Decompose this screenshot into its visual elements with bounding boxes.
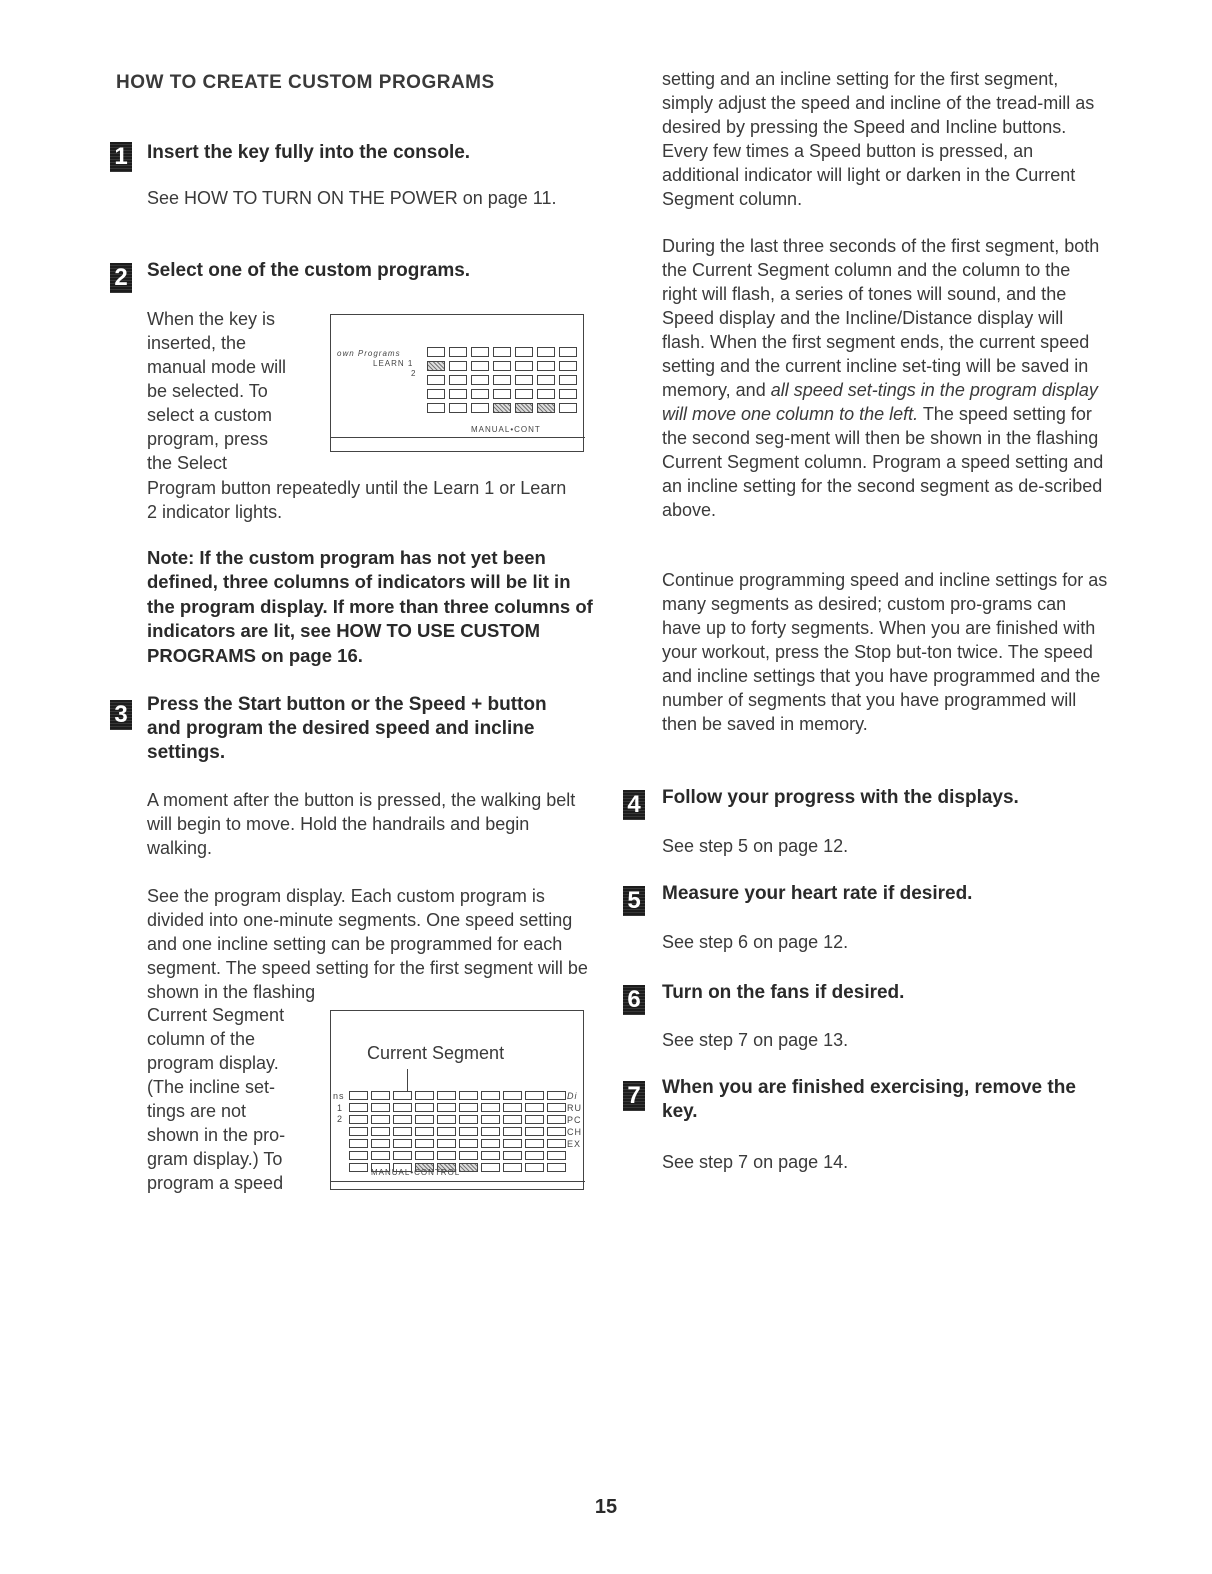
- indicator-cell: [503, 1139, 522, 1148]
- indicator-cell: [449, 403, 467, 413]
- side-right-label-2: RU: [567, 1103, 582, 1113]
- indicator-cell: [349, 1151, 368, 1160]
- step-2-line: inserted, the: [147, 333, 247, 353]
- indicator-cell: [547, 1091, 566, 1100]
- right-para-2-italic: all speed set-tings in the program display will move one column to the left.: [662, 380, 1098, 424]
- indicator-cell: [415, 1091, 434, 1100]
- step-5-body: See step 6 on page 12.: [662, 932, 849, 952]
- indicator-cell: [393, 1115, 412, 1124]
- indicator-cell: [371, 1091, 390, 1100]
- indicator-cell: [559, 375, 577, 385]
- step-3-line: gram display.) To: [147, 1149, 283, 1169]
- right-para-2-start: During the last three seconds of the first segment, both the Current Segment column and the column to the right will flash, a series of tones will sound, and the Speed display and the Incline/Distance display will flash. When the first segment ends, the current speed setting and the current incline set-ting will be saved in memory, and: [662, 236, 1100, 400]
- indicator-cell: [459, 1127, 478, 1136]
- step-2-line: program, press: [147, 429, 269, 449]
- indicator-cell: [393, 1139, 412, 1148]
- indicator-cell: [415, 1103, 434, 1112]
- step-3-body-1: A moment after the button is pressed, the walking belt will begin to move. Hold the handrails and begin walking.: [147, 790, 576, 858]
- step-3-body-2: See the program display. Each custom program is divided into one-minute segments. One speed setting and one incline setting can be programmed for each segment. The speed setting for the first segment will be shown in the flashing: [147, 886, 588, 1002]
- indicator-cell: [437, 1139, 456, 1148]
- step-3-line: (The incline set-: [147, 1077, 276, 1097]
- indicator-cell: [537, 361, 555, 371]
- step-3-line: column of the: [147, 1029, 256, 1049]
- manual-control-label: MANUAL•CONT: [471, 425, 541, 434]
- indicator-cell: [393, 1127, 412, 1136]
- side-right-label-5: EX: [567, 1139, 582, 1149]
- indicator-cell: [393, 1091, 412, 1100]
- indicator-cell: [481, 1115, 500, 1124]
- indicator-cell: [449, 375, 467, 385]
- indicator-cell: [547, 1103, 566, 1112]
- indicator-cell: [449, 389, 467, 399]
- indicator-cell: [393, 1151, 412, 1160]
- learn-1-label: LEARN 1: [373, 359, 414, 368]
- indicator-cell: [471, 403, 489, 413]
- step-5-heading: Measure your heart rate if desired.: [662, 883, 973, 904]
- step-3-line: program a speed: [147, 1173, 284, 1193]
- manual-control-label: MANUAL•CONTROL: [371, 1168, 461, 1177]
- indicator-cell: [493, 403, 511, 413]
- step-2-line: the Select: [147, 453, 228, 473]
- diagram-bottom-line: [331, 1181, 585, 1182]
- indicator-cell: [503, 1103, 522, 1112]
- indicator-cell: [459, 1103, 478, 1112]
- indicator-cell: [493, 347, 511, 357]
- indicator-cell: [525, 1151, 544, 1160]
- indicator-cell: [547, 1151, 566, 1160]
- indicator-cell: [515, 361, 533, 371]
- indicator-cell: [459, 1151, 478, 1160]
- right-para-2: [662, 234, 1110, 522]
- indicator-cell: [437, 1103, 456, 1112]
- step-badge-2: 2: [110, 263, 132, 293]
- step-7-body: See step 7 on page 14.: [662, 1152, 849, 1172]
- indicator-cell: [427, 361, 445, 371]
- indicator-cell: [481, 1091, 500, 1100]
- indicator-cell: [525, 1127, 544, 1136]
- program-display-diagram: [330, 314, 584, 452]
- right-para-1: setting and an incline setting for the first segment, simply adjust the speed and incline of the tread-mill as desired by pressing the Speed and Incline buttons. Every few times a Speed button is pressed, an additional indicator will light or darken in the Current Segment column.: [662, 69, 1095, 209]
- indicator-cell: [415, 1115, 434, 1124]
- step-6-heading: Turn on the fans if desired.: [662, 982, 905, 1003]
- right-para-3: Continue programming speed and incline settings for as many segments as desired; custom pro-grams can have up to forty segments. When you are finished with your workout, press the Stop but-ton twice. The speed and incline settings that you have programmed and the number of segments that you have programmed will then be saved in memory.: [662, 570, 1108, 734]
- indicator-cell: [559, 347, 577, 357]
- indicator-cell: [547, 1139, 566, 1148]
- indicator-cell: [349, 1103, 368, 1112]
- side-right-label-3: PC: [567, 1115, 582, 1125]
- indicator-cell: [559, 403, 577, 413]
- step-2-line: When the key is: [147, 309, 276, 329]
- indicator-cell: [515, 403, 533, 413]
- indicator-cell: [415, 1151, 434, 1160]
- indicator-cell: [503, 1163, 522, 1172]
- indicator-cell: [515, 389, 533, 399]
- indicator-cell: [471, 375, 489, 385]
- indicator-cell: [449, 361, 467, 371]
- side-left-label-3: 2: [337, 1114, 344, 1124]
- indicator-cell: [537, 347, 555, 357]
- indicator-cell: [393, 1103, 412, 1112]
- indicator-cell: [349, 1115, 368, 1124]
- indicator-cell: [559, 389, 577, 399]
- indicator-cell: [349, 1139, 368, 1148]
- indicator-cell: [471, 347, 489, 357]
- indicator-cell: [503, 1151, 522, 1160]
- step-3-line: tings are not: [147, 1101, 247, 1121]
- current-segment-diagram: [330, 1010, 584, 1190]
- indicator-cell: [525, 1091, 544, 1100]
- indicator-cell: [415, 1139, 434, 1148]
- indicator-cell: [525, 1103, 544, 1112]
- step-2-note: Note: If the custom program has not yet been defined, three columns of indicators will be lit in the program display. If more than three columns of indicators are lit, see HOW TO USE CUSTOM PROGRAMS on page 16.: [147, 547, 593, 666]
- indicator-cell: [537, 403, 555, 413]
- step-1-heading: Insert the key fully into the console.: [147, 142, 471, 163]
- indicator-cell: [459, 1115, 478, 1124]
- step-badge-4: 4: [623, 790, 645, 820]
- indicator-cell: [437, 1127, 456, 1136]
- diagram-bottom-line: [331, 437, 585, 438]
- indicator-cell: [427, 403, 445, 413]
- step-3-heading: Press the Start button or the Speed + button and program the desired speed and incline settings.: [147, 694, 547, 763]
- indicator-cell: [371, 1139, 390, 1148]
- indicator-cell: [525, 1115, 544, 1124]
- indicator-cell: [481, 1139, 500, 1148]
- step-3-line: shown in the pro-: [147, 1125, 286, 1145]
- indicator-cell: [537, 375, 555, 385]
- indicator-cell: [503, 1115, 522, 1124]
- indicator-cell: [525, 1163, 544, 1172]
- step-badge-3: 3: [110, 700, 132, 730]
- side-right-label-1: Di: [567, 1091, 578, 1101]
- indicator-cell: [459, 1091, 478, 1100]
- step-4-body: See step 5 on page 12.: [662, 836, 849, 856]
- indicator-cell: [437, 1151, 456, 1160]
- indicator-cell: [349, 1091, 368, 1100]
- indicator-cell: [427, 375, 445, 385]
- indicator-cell: [371, 1151, 390, 1160]
- side-right-label-4: CH: [567, 1127, 582, 1137]
- indicator-cell: [349, 1127, 368, 1136]
- step-6-body: See step 7 on page 13.: [662, 1030, 849, 1050]
- step-2-body-lines: [147, 307, 322, 475]
- indicator-cell: [559, 361, 577, 371]
- indicator-cell: [449, 347, 467, 357]
- indicator-cell: [547, 1127, 566, 1136]
- indicator-cell: [459, 1139, 478, 1148]
- section-title: HOW TO CREATE CUSTOM PROGRAMS: [116, 72, 495, 93]
- step-2-line: be selected. To: [147, 381, 268, 401]
- indicator-cell: [481, 1103, 500, 1112]
- indicator-cell: [371, 1103, 390, 1112]
- step-badge-7: 7: [623, 1081, 645, 1111]
- step-4-heading: Follow your progress with the displays.: [662, 787, 1019, 808]
- indicator-cell: [481, 1151, 500, 1160]
- indicator-cell: [515, 347, 533, 357]
- step-1-body: See HOW TO TURN ON THE POWER on page 11.: [147, 188, 557, 208]
- indicator-cell: [481, 1127, 500, 1136]
- step-3-body-lines: [147, 1003, 322, 1195]
- indicator-cell: [349, 1163, 368, 1172]
- indicator-cell: [481, 1163, 500, 1172]
- indicator-cell: [471, 361, 489, 371]
- indicator-cell: [503, 1091, 522, 1100]
- indicator-cell: [493, 361, 511, 371]
- side-left-label-2: 1: [337, 1103, 344, 1113]
- indicator-cell: [371, 1115, 390, 1124]
- indicator-cell: [493, 389, 511, 399]
- step-3-line: program display.: [147, 1053, 279, 1073]
- right-para-2-end: The speed setting for the second seg-ment will then be shown in the flashing Current Segment column. Program a speed setting and an incline setting for the second segment as de-scribed above.: [662, 404, 1104, 520]
- step-2-heading: Select one of the custom programs.: [147, 260, 471, 281]
- indicator-cell: [427, 389, 445, 399]
- indicator-cell: [515, 375, 533, 385]
- indicator-cell: [493, 375, 511, 385]
- indicator-cell: [547, 1115, 566, 1124]
- indicator-cell: [525, 1139, 544, 1148]
- side-left-label-1: ns: [333, 1091, 345, 1101]
- indicator-cell: [537, 389, 555, 399]
- indicator-cell: [437, 1091, 456, 1100]
- current-segment-label: Current Segment: [367, 1043, 505, 1063]
- indicator-cell: [427, 347, 445, 357]
- indicator-cell: [437, 1115, 456, 1124]
- learn-2-label: 2: [411, 369, 417, 378]
- step-3-line: Current Segment: [147, 1005, 285, 1025]
- step-badge-5: 5: [623, 886, 645, 916]
- step-2-line: select a custom: [147, 405, 273, 425]
- indicator-cell: [371, 1127, 390, 1136]
- step-badge-6: 6: [623, 985, 645, 1015]
- indicator-cell: [459, 1163, 478, 1172]
- indicator-cell: [415, 1127, 434, 1136]
- indicator-cell: [547, 1163, 566, 1172]
- own-programs-label: own Programs: [337, 349, 401, 358]
- step-2-line: manual mode will: [147, 357, 287, 377]
- step-badge-1: 1: [110, 142, 132, 172]
- page-number: 15: [594, 1496, 618, 1518]
- indicator-cell: [503, 1127, 522, 1136]
- step-7-heading: When you are finished exercising, remove the key.: [662, 1077, 1076, 1122]
- step-2-body-tail: Program button repeatedly until the Learn 1 or Learn 2 indicator lights.: [147, 478, 567, 522]
- indicator-cell: [471, 389, 489, 399]
